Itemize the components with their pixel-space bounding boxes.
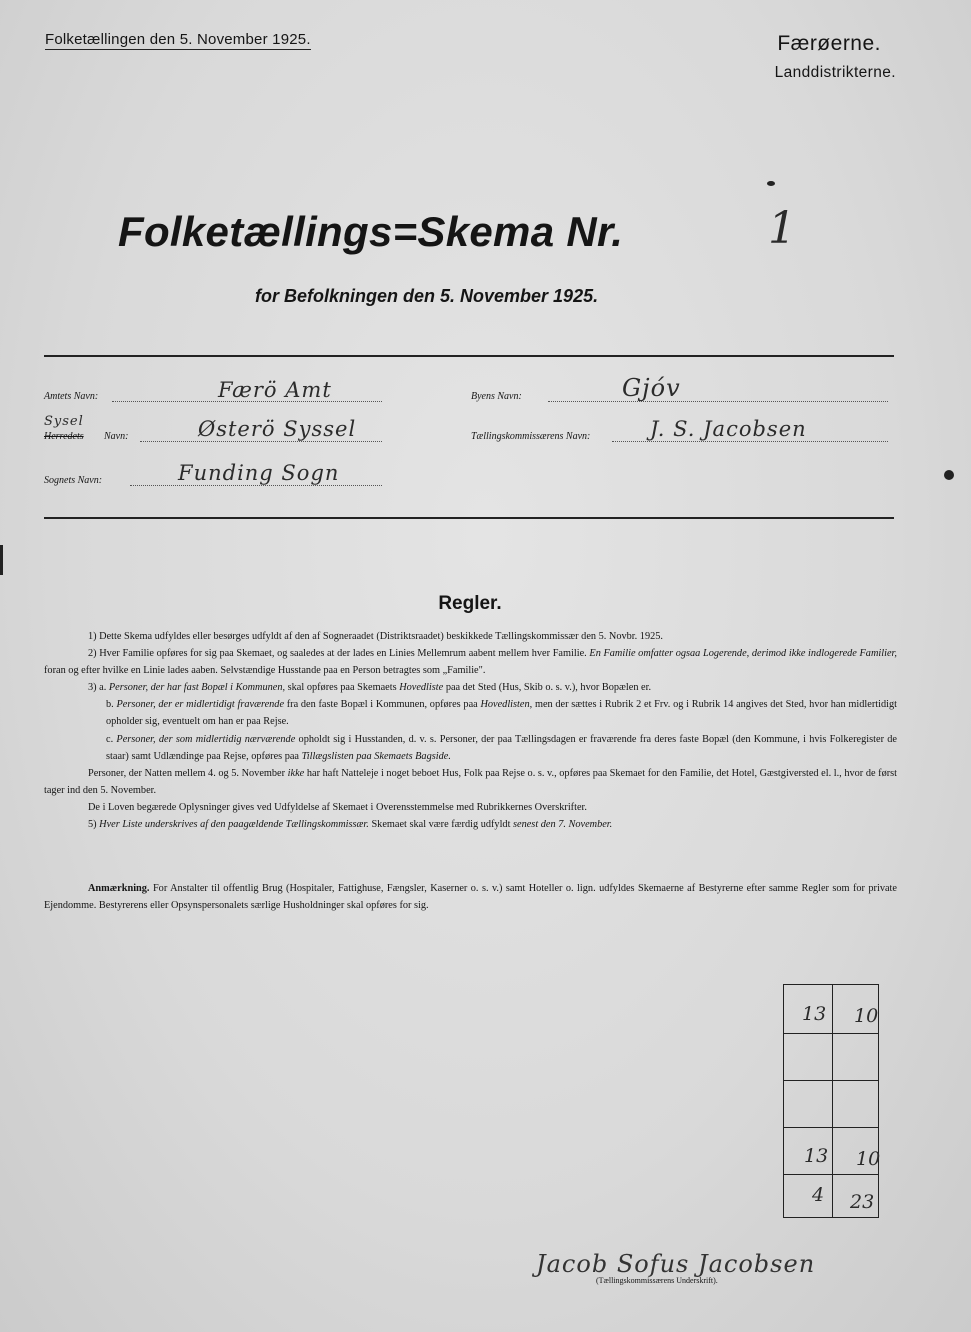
rules-body [44,628,897,833]
census-date-header: Folketællingen den 5. November 1925. [45,31,311,48]
by-label: Byens Navn: [471,391,522,402]
rule-2 [44,645,897,679]
by-value: Gjóv [622,374,681,402]
rule-3d-emphasis: ikke [287,767,305,779]
grid-row-line [784,1080,878,1081]
tally-row1-col1: 13 [802,1003,827,1025]
rule-3c-emphasis: Personer, der som midlertidig nærværende [116,733,296,745]
form-subtitle: for Befolkningen den 5. November 1925. [255,286,599,306]
ink-speck [944,470,954,480]
rule-5-emphasis-2: senest den 7. November. [513,819,613,831]
grid-divider-vertical [832,985,833,1217]
form-title: Folketællings=Skema Nr. [118,208,624,255]
form-number: 1 [768,203,796,254]
grid-row-line [784,1174,878,1175]
note-label: Anmærkning. [88,883,150,894]
rules-heading: Regler. [438,593,502,614]
amt-value: Færö Amt [218,378,332,402]
kommissaer-line [612,441,888,442]
herred-line [140,441,382,442]
tally-row6-col1: 4 [812,1184,825,1206]
ink-speck [767,181,775,186]
grid-row-line [784,1127,878,1128]
kommissaer-value: J. S. Jacobsen [650,417,807,441]
rule-5 [44,816,897,833]
rule-3c-text: opholdt sig i Husstanden, d. v. s. Personer, der paa Tællingsdagen er fraværende fra deres faste Bopæl (den Kommune, i hvis Folkeregister de staar) samt Udlændinge paa Rejse, opføres paa [106,733,897,762]
rule-1: 1) Dette Skema udfyldes eller besørges udfyldt af den af Sogneraadet (Distriktsraadet) beskikkede Tællingskommissær den 5. Novbr. 1925. [88,631,663,642]
tally-grid [783,984,879,1218]
herred-label-struck: Herredets [44,431,84,442]
amt-label: Amtets Navn: [44,391,99,402]
rule-3b-lead: b. [106,699,114,711]
herred-value: Østerö Syssel [198,417,357,441]
tally-row5-col2: 10 [856,1148,881,1170]
binding-mark [0,545,3,575]
note-paragraph [44,880,897,914]
region-header: Færøerne. [777,32,881,55]
by-line [548,401,888,402]
rule-5-text: Skemaet skal være færdig udfyldt [371,819,511,831]
tally-row1-col2: 10 [854,1005,879,1027]
rule-3a-emphasis-2: Hovedliste [399,682,444,694]
rule-3c [44,731,897,765]
rule-3a [44,679,897,696]
rule-3b [44,696,897,730]
rule-5-emphasis: Hver Liste underskrives af den paagældende Tællingskommissær. [99,819,369,831]
kommissaer-label: Tællingskommissærens Navn: [471,431,591,442]
sogn-label: Sognets Navn: [44,475,103,486]
grid-row-line [784,1033,878,1034]
herred-label: Navn: [104,431,129,442]
rule-5-lead: 5) [88,819,97,831]
rule-2-tail: foran og efter hvilke en Linie lades aaben. Selvstændige Husstande paa en Person betragtes som „Familie". [44,665,486,677]
signature-caption: (Tællingskommissærens Underskrift). [596,1276,718,1285]
signature-value: Jacob Sofus Jacobsen [536,1250,816,1278]
rule-3a-tail: paa det Sted (Hus, Skib o. s. v.), hvor Bopælen er. [445,682,652,694]
divider-bottom [44,517,894,519]
rule-3d [44,765,897,799]
rule-4: De i Loven begærede Oplysninger gives ved Udfyldelse af Skemaet i Overensstemmelse med Rubrikkernes Overskrifter. [88,801,587,813]
divider-top [44,355,894,357]
rule-3b-emphasis: Personer, der er midlertidigt fraværende [116,699,285,711]
tally-row5-col1: 13 [804,1145,829,1167]
rule-3b-text: fra den faste Bopæl i Kommunen, opføres paa [286,699,478,711]
note-text: For Anstalter til offentlig Brug (Hospitaler, Fattighuse, Fængsler, Kaserner o. s. v.) samt Hoteller o. lign. udfyldes Skemaerne af Bestyrerne efter samme Regler som for private Ejendomme. Bestyrerens eller Opsynspersonalets særlige Husholdninger skal opføres for sig. [44,883,897,912]
rule-3a-emphasis: Personer, der har fast Bopæl i Kommunen, [108,682,286,694]
rule-3a-lead: 3) a. [88,682,107,694]
rule-3d-tail: har haft Natteleje i noget beboet Hus, Folk paa Rejse o. s. v., opføres paa Skemaet for den Familie, det Hotel, Gæstgiversted el. l., hvor de først tager ind den 5. November. [44,767,898,796]
rule-2-text: 2) Hver Familie opføres for sig paa Skemaet, og saaledes at der lades en Linies Mellemrum aabent mellem hver Familie. [88,648,587,660]
rule-3b-tail: men der sættes i Rubrik 2 et Frv. og i Rubrik 14 angives det Sted, hvor han midlertidigt opholder sig, eventuelt om han er paa Rejse. [106,699,897,728]
sogn-line [130,485,382,486]
rule-3b-emphasis-2: Hovedlisten, [480,699,533,711]
rule-3c-lead: c. [106,733,114,745]
rule-2-emphasis: En Familie omfatter ogsaa Logerende, derimod ikke indlogerede Familier, [589,648,897,660]
sogn-value: Funding Sogn [178,461,340,485]
rule-3c-emphasis-2: Tillægslisten paa Skemaets Bagside. [301,750,451,762]
sysel-handwritten-label: Sysel [44,414,84,429]
rule-3d-text: Personer, der Natten mellem 4. og 5. November [88,767,286,779]
rule-3a-text: skal opføres paa Skemaets [287,682,397,694]
annotation-note [44,880,897,914]
district-header: Landdistrikterne. [774,64,896,81]
tally-row6-col2: 23 [850,1191,875,1213]
